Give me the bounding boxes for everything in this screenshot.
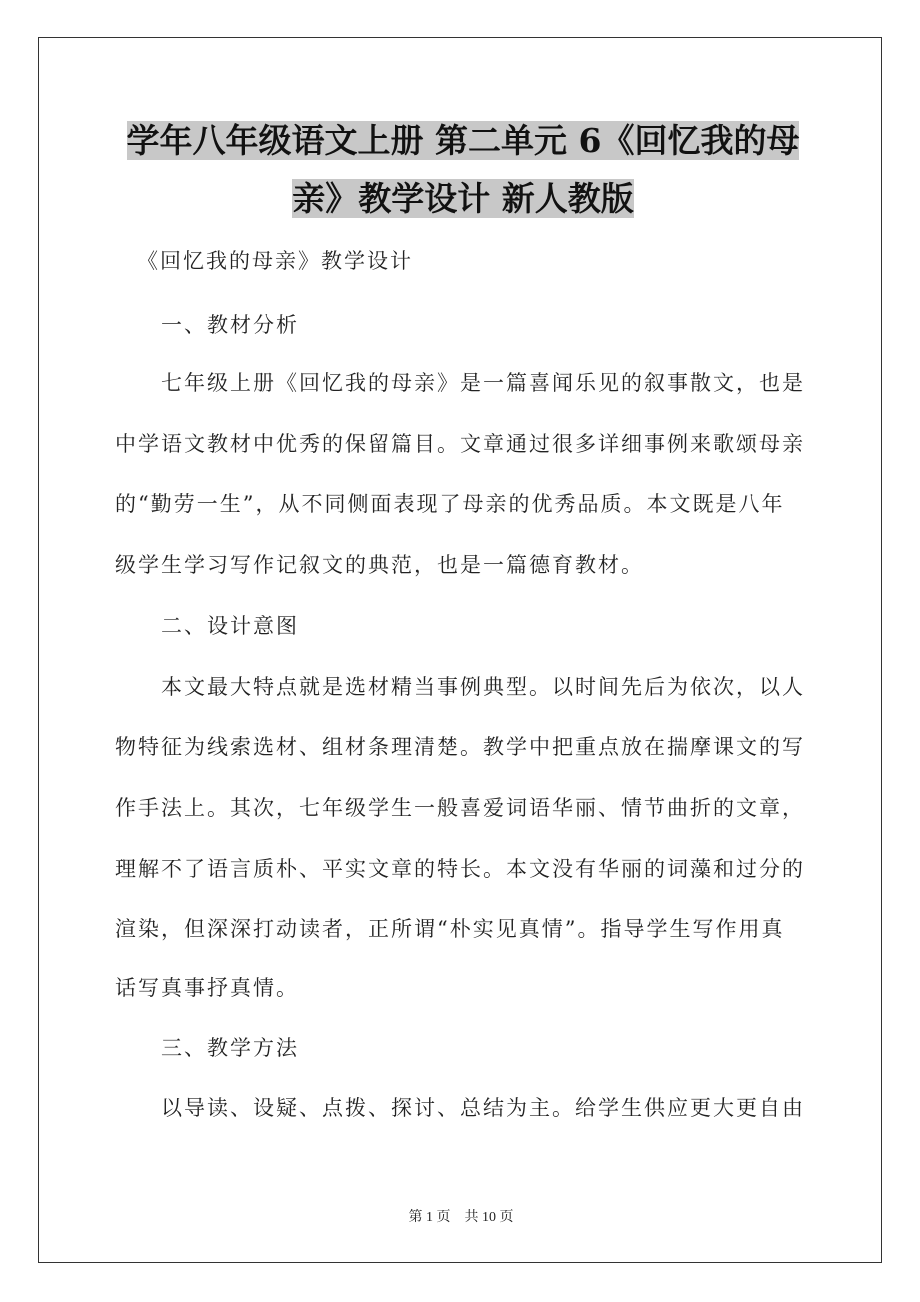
paragraph-line: 级学生学习写作记叙文的典范，也是一篇德育教材。 — [115, 553, 644, 577]
section-heading-3: 三、教学方法 — [161, 1036, 299, 1060]
document-title — [113, 112, 813, 228]
subtitle: 《回忆我的母亲》教学设计 — [137, 249, 413, 273]
paragraph-line: 的“勤劳一生”，从不同侧面表现了母亲的优秀品质。本文既是八年 — [115, 492, 785, 516]
title-line-2: 亲》教学设计 新人教版 — [292, 179, 634, 218]
page-footer: 第 1 页 共 10 页 — [408, 1210, 514, 1225]
section-heading-2: 二、设计意图 — [161, 614, 299, 638]
paragraph-line: 物特征为线索选材、组材条理清楚。教学中把重点放在揣摩课文的写 — [115, 735, 805, 759]
paragraph-line: 渲染，但深深打动读者，正所谓“朴实见真情”。指导学生写作用真 — [115, 917, 785, 941]
paragraph-line: 作手法上。其次，七年级学生一般喜爱词语华丽、情节曲折的文章， — [115, 796, 805, 820]
title-line-1: 学年八年级语文上册 第二单元 6《回忆我的母 — [126, 121, 800, 160]
paragraph-line: 本文最大特点就是选材精当事例典型。以时间先后为依次，以人 — [161, 675, 805, 699]
document-page — [38, 37, 882, 1263]
paragraph-line: 以导读、设疑、点拨、探讨、总结为主。给学生供应更大更自由 — [161, 1096, 805, 1120]
paragraph-line: 理解不了语言质朴、平实文章的特长。本文没有华丽的词藻和过分的 — [115, 857, 805, 881]
section-heading-1: 一、教材分析 — [161, 313, 299, 337]
paragraph-line: 七年级上册《回忆我的母亲》是一篇喜闻乐见的叙事散文，也是 — [161, 371, 805, 395]
paragraph-line: 中学语文教材中优秀的保留篇目。文章通过很多详细事例来歌颂母亲 — [115, 432, 805, 456]
paragraph-line: 话写真事抒真情。 — [115, 976, 299, 1000]
